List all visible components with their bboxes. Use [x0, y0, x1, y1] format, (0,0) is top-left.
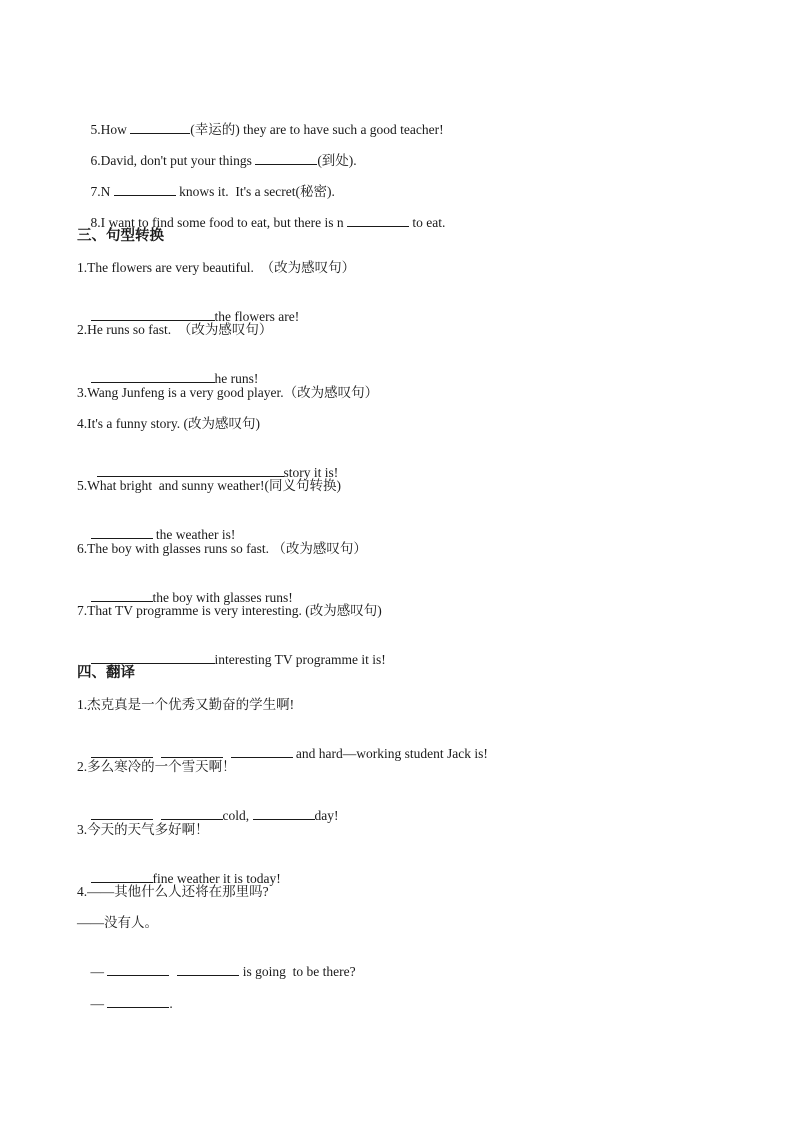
s4-reply-4: ——没有人。 [77, 915, 158, 930]
question-7-rest: knows it. It's a secret(秘密). [175, 184, 335, 199]
answer-blank[interactable] [91, 589, 153, 602]
s3-question-6: 6.The boy with glasses runs so fast. （改为感叹句） [77, 541, 367, 556]
answer-blank[interactable] [91, 526, 153, 539]
s3-question-4: 4.It's a funny story. (改为感叹句) [77, 416, 261, 431]
s4-answer-3-rest: fine weather it is today! [152, 871, 281, 886]
answer-blank[interactable] [130, 121, 190, 134]
answer-blank[interactable] [107, 995, 169, 1008]
answer-blank[interactable] [114, 183, 176, 196]
s3-question-7: 7.That TV programme is very interesting. (改为感叹句) [77, 603, 382, 618]
s4-answer-2-mid: cold, [222, 808, 253, 823]
question-5-rest: (幸运的) they are to have such a good teacher! [190, 122, 444, 137]
question-7-prefix: 7.N [90, 184, 114, 199]
answer-blank[interactable] [347, 214, 409, 227]
answer-blank[interactable] [91, 807, 153, 820]
s3-question-3: 3.Wang Junfeng is a very good player.（改为感叹句） [77, 385, 379, 400]
s3-answer-4-rest: story it is! [283, 465, 339, 480]
s4-answer-4-end: . [169, 996, 173, 1011]
question-6-rest: (到处). [317, 153, 357, 168]
answer-blank[interactable] [161, 807, 223, 820]
answer-blank[interactable] [91, 651, 215, 664]
question-5-prefix: 5.How [90, 122, 131, 137]
answer-blank[interactable] [177, 963, 239, 976]
s4-dash-2: — [90, 996, 108, 1011]
question-8-rest: to eat. [408, 215, 446, 230]
answer-blank[interactable] [97, 464, 284, 477]
section-4-heading: 四、翻译 [77, 665, 135, 681]
answer-blank[interactable] [91, 745, 153, 758]
s3-answer-7-rest: interesting TV programme it is! [214, 652, 386, 667]
answer-blank[interactable] [91, 308, 215, 321]
section-3-heading: 三、句型转换 [77, 228, 164, 244]
s4-question-4: 4.——其他什么人还将在那里吗? [77, 884, 269, 899]
answer-blank[interactable] [91, 870, 153, 883]
s4-question-3: 3.今天的天气多好啊！ [77, 822, 209, 837]
s4-answer-4b [77, 977, 173, 1031]
answer-blank[interactable] [255, 152, 317, 165]
question-6-prefix: 6.David, don't put your things [90, 153, 256, 168]
s3-answer-2-rest: he runs! [214, 371, 259, 386]
s3-question-5: 5.What bright and sunny weather!(同义句转换) [77, 478, 341, 493]
answer-blank[interactable] [91, 370, 215, 383]
s4-answer-4-rest: is going to be there? [239, 964, 356, 979]
question-8-prefix: 8.I want to find some food to eat, but there is n [90, 215, 347, 230]
s3-answer-5-rest: the weather is! [152, 527, 236, 542]
s3-answer-1-rest: the flowers are! [214, 309, 300, 324]
s3-question-2: 2.He runs so fast. （改为感叹句） [77, 322, 273, 337]
answer-blank[interactable] [231, 745, 293, 758]
answer-blank[interactable] [107, 963, 169, 976]
answer-blank[interactable] [253, 807, 315, 820]
answer-blank[interactable] [161, 745, 223, 758]
s3-answer-6-rest: the boy with glasses runs! [152, 590, 293, 605]
s4-dash-1: — [90, 964, 108, 979]
s4-question-2: 2.多么寒冷的一个雪天啊！ [77, 759, 236, 774]
s4-question-1: 1.杰克真是一个优秀又勤奋的学生啊! [77, 697, 295, 712]
s4-answer-1-rest: and hard—working student Jack is! [292, 746, 488, 761]
s3-question-1: 1.The flowers are very beautiful. （改为感叹句） [77, 260, 356, 275]
s4-answer-2-rest: day! [314, 808, 339, 823]
